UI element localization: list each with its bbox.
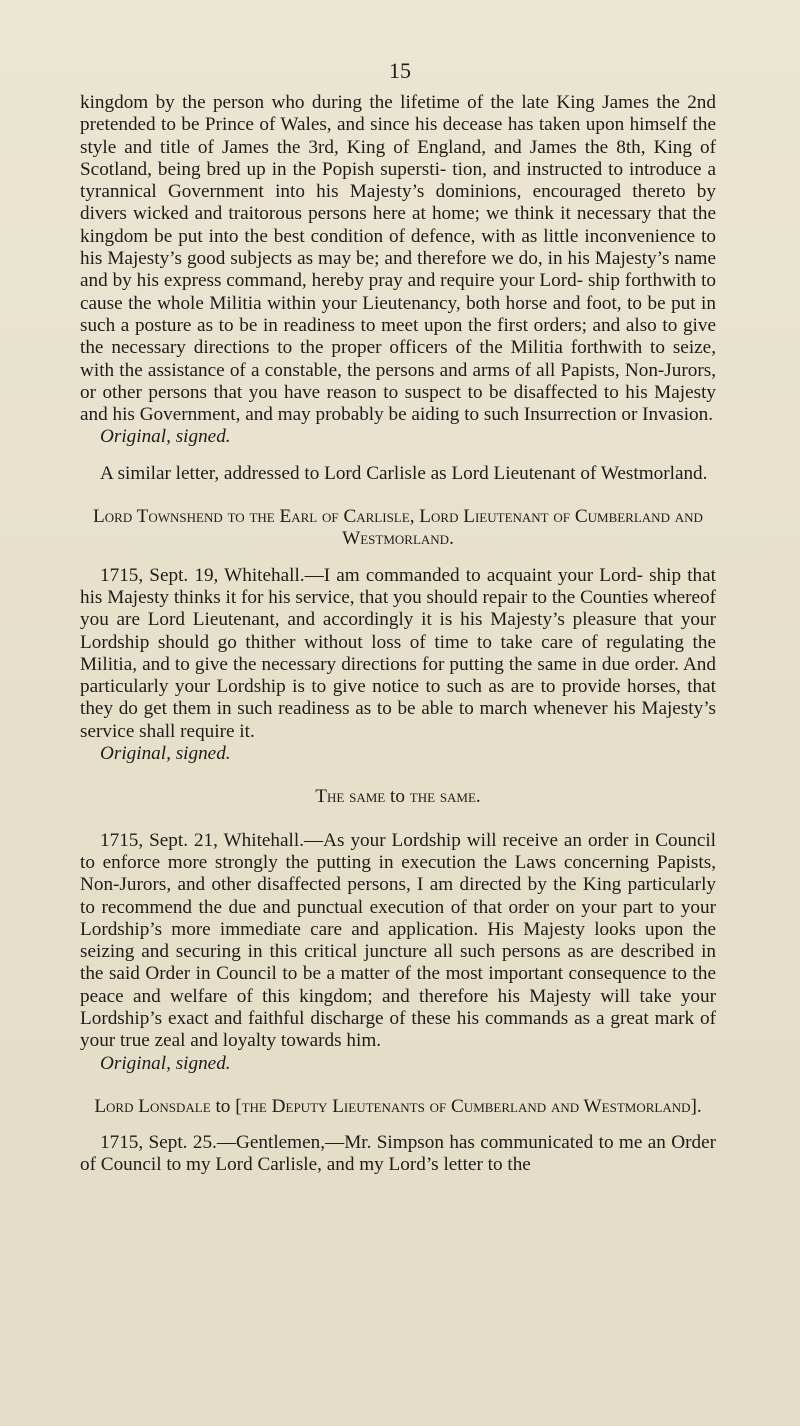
signature-note-3: Original, signed.: [100, 1052, 231, 1074]
document-body: [80, 92, 716, 1177]
page-number: 15: [389, 58, 411, 83]
heading-recipient: the same.: [409, 786, 481, 808]
heading-from-lonsdale: Lord Lonsdale: [94, 1095, 211, 1117]
heading-to-word: to: [390, 786, 405, 808]
paragraph-letter-continuation: kingdom by the person who during the lifetime of the late King James the 2nd pretended to be Prince of Wales, and since his decease has taken upon himself the style and title of James the 3rd, King of England, and James the 8th, King of Scotland, being bred up in the Popish supersti- tion, and instructed to introduce a tyrannical Government into his Majesty’s dominions, encouraged thereto by divers wicked and traitorous persons here at home; we think it necessary that the kingdom be put into the best condition of defence, with as little inconvenience to his Majesty’s good subjects as may be; and therefore we do, in his Majesty’s name and by his express command, hereby pray and require your Lord- ship forthwith to cause the whole Militia within your Lieutenancy, both horse and foot, to be put in such a posture as to be in readiness to meet upon the first orders; and also to give the necessary directions to the proper officers of the Militia forthwith to seize, with the assistance of a constable, the persons and arms of all Papists, Non-Jurors, or other persons that you have reason to suspect to be disaffected to his Majesty and his Government, and may probably be aiding to such Insurrection or Invasion.: [80, 92, 716, 426]
paragraph-sept-19: 1715, Sept. 19, Whitehall.—I am commanded to acquaint your Lord- ship that his Majesty thinks it for his service, that you should repair to the Counties whereof you are Lord Lieutenant, and accordingly it is his Majesty’s pleasure that your Lordship should go thither without loss of time to take care of regulating the Militia, and to give the necessary directions for putting the same in due order. And particularly your Lordship is to give notice to such as are to provide horses, that they do get them in such readiness as to be able to march whenever his Majesty’s service shall require it.: [80, 564, 716, 742]
letter-heading-same-to-same: [80, 786, 716, 808]
paragraph-sept-21: 1715, Sept. 21, Whitehall.—As your Lordship will receive an order in Council to enforce more strongly the putting in execution the Laws concerning Papists, Non-Jurors, and other disaffected persons, I am directed by the King particularly to recommend the due and punctual execution of that order on your part to your Lordship’s more immediate care and application. His Majesty looks upon the seizing and securing in this critical juncture all such persons as are described in the said Order in Council to be a matter of the most important consequence to the peace and welfare of this kingdom; and therefore his Majesty will take your Lordship’s exact and faithful discharge of these his commands as a great mark of your true zeal and loyalty towards him.: [80, 829, 716, 1052]
paragraph-similar-letter: A similar letter, addressed to Lord Carlisle as Lord Lieutenant of Westmorland.: [100, 462, 708, 484]
signature-note-2: Original, signed.: [100, 743, 231, 765]
paragraph-sept-25: 1715, Sept. 25.—Gentlemen,—Mr. Simpson has communicated to me an Order of Council to my Lord Carlisle, and my Lord’s letter to the: [80, 1132, 716, 1176]
heading-from: The same: [315, 786, 386, 808]
heading-recipient-deputies: [the Deputy Lieutenants of Cumberland and Westmorland].: [235, 1095, 702, 1117]
heading-to-word-2: to: [215, 1095, 231, 1117]
signature-note-1: Original, signed.: [100, 426, 231, 448]
letter-heading-townshend: Lord Townshend to the Earl of Carlisle, Lord Lieutenant of Cumberland and Westmorland.: [93, 506, 703, 550]
letter-heading-lonsdale: [80, 1096, 716, 1118]
